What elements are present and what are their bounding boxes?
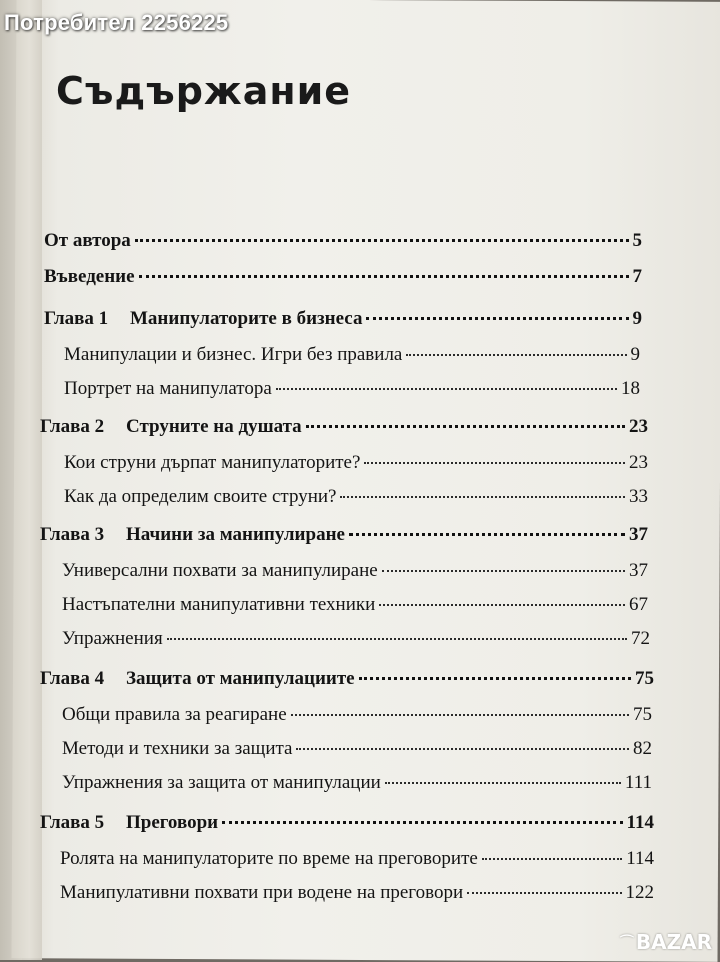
- toc-entry-label: Методи и техники за защита: [62, 738, 293, 759]
- toc-chapter-number: Глава 2: [40, 416, 105, 437]
- toc-entry-label: Въведение: [44, 266, 135, 287]
- toc-entry-page: 9: [632, 308, 642, 329]
- toc-entry-page: 114: [626, 848, 654, 869]
- toc-subentry: [64, 452, 648, 474]
- toc-entry-page: 18: [621, 378, 640, 399]
- toc-entry-label: Общи правила за реагиране: [62, 704, 287, 725]
- toc-chapter: [44, 308, 642, 330]
- dot-leader: [296, 748, 629, 750]
- toc-entry-page: 23: [629, 452, 648, 473]
- toc-chapter-number: Глава 4: [40, 668, 105, 689]
- dot-leader: [167, 638, 627, 640]
- toc-entry-label: Преговори: [126, 812, 219, 833]
- toc-entry: [44, 230, 642, 252]
- hanger-icon: ⌒: [619, 935, 634, 951]
- dot-leader: [291, 714, 629, 716]
- dot-leader: [276, 388, 617, 390]
- toc-entry-page: 122: [625, 882, 654, 903]
- dot-leader: [306, 425, 625, 428]
- toc-entry-page: 82: [633, 738, 652, 759]
- dot-leader: [135, 239, 629, 242]
- toc-chapter-number: Глава 1: [44, 308, 109, 329]
- toc-entry-label: Портрет на манипулатора: [64, 378, 272, 399]
- dot-leader: [340, 496, 625, 498]
- toc-entry-label: Струните на душата: [126, 416, 302, 437]
- user-watermark: Потребител 2256225: [4, 10, 229, 35]
- toc-entry-label: Упражнения: [62, 628, 163, 649]
- toc-entry-label: От автора: [44, 230, 131, 251]
- toc-entry-label: Защита от манипулациите: [126, 668, 355, 689]
- toc-entry-page: 67: [629, 594, 648, 615]
- toc-chapter: [40, 812, 654, 834]
- toc-entry-label: Универсални похвати за манипулиране: [62, 560, 378, 581]
- toc-chapter: [40, 416, 648, 438]
- toc-entry-page: 37: [629, 560, 648, 581]
- toc-entry-page: 23: [629, 416, 648, 437]
- toc-subentry: [64, 486, 648, 508]
- bazar-logo: [620, 930, 712, 954]
- toc-subentry: [62, 704, 652, 726]
- toc-chapter: [40, 524, 648, 546]
- toc-subentry: [60, 882, 654, 904]
- dot-leader: [385, 782, 621, 784]
- toc-entry-page: 114: [626, 812, 654, 833]
- toc-chapter-number: Глава 5: [40, 812, 105, 833]
- toc-entry: [44, 266, 642, 288]
- toc-entry-page: 7: [632, 266, 642, 287]
- toc-entry-page: 33: [629, 486, 648, 507]
- toc-entry-page: 37: [629, 524, 648, 545]
- toc-entry-page: 72: [631, 628, 650, 649]
- dot-leader: [406, 354, 626, 356]
- toc-entry-page: 75: [633, 704, 652, 725]
- toc-subentry: [60, 848, 654, 870]
- dot-leader: [482, 858, 622, 860]
- toc-entry-label: Как да определим своите струни?: [64, 486, 337, 507]
- dot-leader: [364, 462, 625, 464]
- toc-entry-label: Упражнения за защита от манипулации: [62, 772, 381, 793]
- toc-entry-label: Манипулации и бизнес. Игри без правила: [64, 344, 403, 365]
- dot-leader: [382, 570, 625, 572]
- toc-subentry: [62, 560, 648, 582]
- dot-leader: [467, 892, 621, 894]
- toc-subentry: [62, 594, 648, 616]
- toc-entry-label: Начини за манипулиране: [126, 524, 345, 545]
- toc-subentry: [62, 738, 652, 760]
- toc-subentry: [62, 628, 650, 650]
- page-title: Съдържание: [56, 69, 351, 114]
- toc-entry-page: 9: [630, 344, 640, 365]
- dot-leader: [379, 604, 625, 606]
- toc-entry-label: Кои струни дърпат манипулаторите?: [64, 452, 361, 473]
- dot-leader: [222, 821, 622, 824]
- toc-subentry: [64, 378, 640, 400]
- dot-leader: [359, 677, 631, 680]
- toc-entry-label: Манипулаторите в бизнеса: [130, 308, 363, 329]
- toc-entry-label: Ролята на манипулаторите по време на преговорите: [60, 848, 478, 869]
- toc-entry-page: 75: [635, 668, 654, 689]
- toc-subentry: [64, 344, 640, 366]
- toc-entry-page: 111: [624, 772, 652, 793]
- toc-chapter: [40, 668, 654, 690]
- dot-leader: [349, 533, 625, 536]
- dot-leader: [366, 317, 628, 320]
- toc-entry-label: Настъпателни манипулативни техники: [62, 594, 376, 615]
- toc-entry-page: 5: [632, 230, 642, 251]
- toc-chapter-number: Глава 3: [40, 524, 105, 545]
- toc-subentry: [62, 772, 652, 794]
- dot-leader: [139, 275, 629, 278]
- toc-entry-label: Манипулативни похвати при водене на преговори: [60, 882, 464, 903]
- bazar-logo-text: BAZAR: [635, 930, 712, 954]
